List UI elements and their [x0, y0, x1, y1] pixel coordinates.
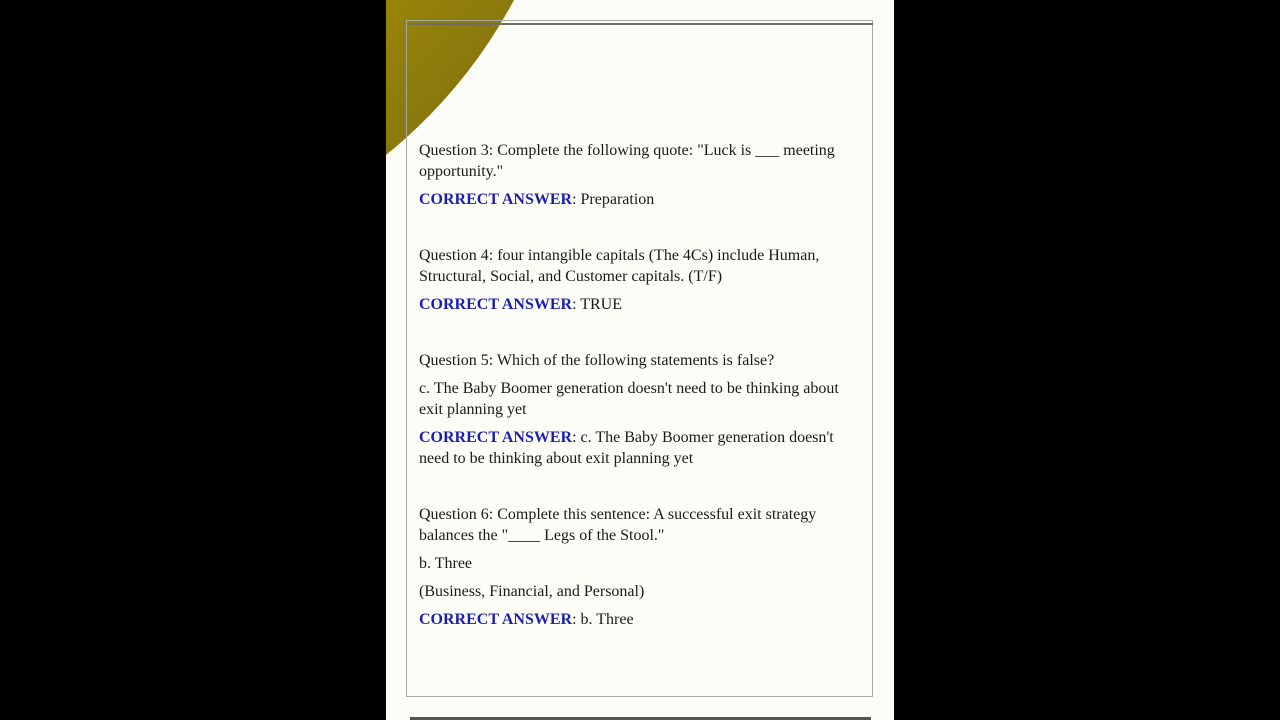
- frame-top-rule: [410, 23, 873, 25]
- correct-answer-label: CORRECT ANSWER: [419, 296, 573, 313]
- question-block-6: [419, 504, 859, 630]
- answer-value: Preparation: [580, 191, 655, 208]
- answer-line: [419, 609, 859, 630]
- question-text: Question 5: Which of the following statements is false?: [419, 352, 775, 369]
- question-block-3: [419, 140, 859, 210]
- answer-line: [419, 294, 859, 315]
- question-block-5: [419, 350, 859, 469]
- answer-value: c. The Baby Boomer generation doesn't need to be thinking about exit planning yet: [419, 429, 834, 467]
- correct-answer-label: CORRECT ANSWER: [419, 429, 573, 446]
- question-text: Question 3: Complete the following quote: "Luck is ___ meeting opportunity.": [419, 142, 835, 180]
- answer-separator: :: [572, 611, 581, 628]
- question-block-4: [419, 245, 859, 315]
- explanation-text: (Business, Financial, and Personal): [419, 583, 645, 600]
- question-text: Question 4: four intangible capitals (The 4Cs) include Human, Structural, Social, and Customer capitals. (T/F): [419, 247, 820, 285]
- option-text: c. The Baby Boomer generation doesn't need to be thinking about exit planning yet: [419, 380, 839, 418]
- answer-separator: :: [572, 191, 581, 208]
- document-page: [386, 0, 894, 720]
- quiz-content: [419, 140, 859, 665]
- answer-value: b. Three: [580, 611, 634, 628]
- question-text: Question 6: Complete this sentence: A successful exit strategy balances the "____ Legs of the Stool.": [419, 506, 817, 544]
- answer-value: TRUE: [580, 296, 623, 313]
- correct-answer-label: CORRECT ANSWER: [419, 611, 573, 628]
- answer-line: [419, 189, 859, 210]
- answer-line: [419, 427, 859, 469]
- correct-answer-label: CORRECT ANSWER: [419, 191, 573, 208]
- answer-separator: :: [572, 429, 581, 446]
- option-text: b. Three: [419, 555, 473, 572]
- answer-separator: :: [572, 296, 581, 313]
